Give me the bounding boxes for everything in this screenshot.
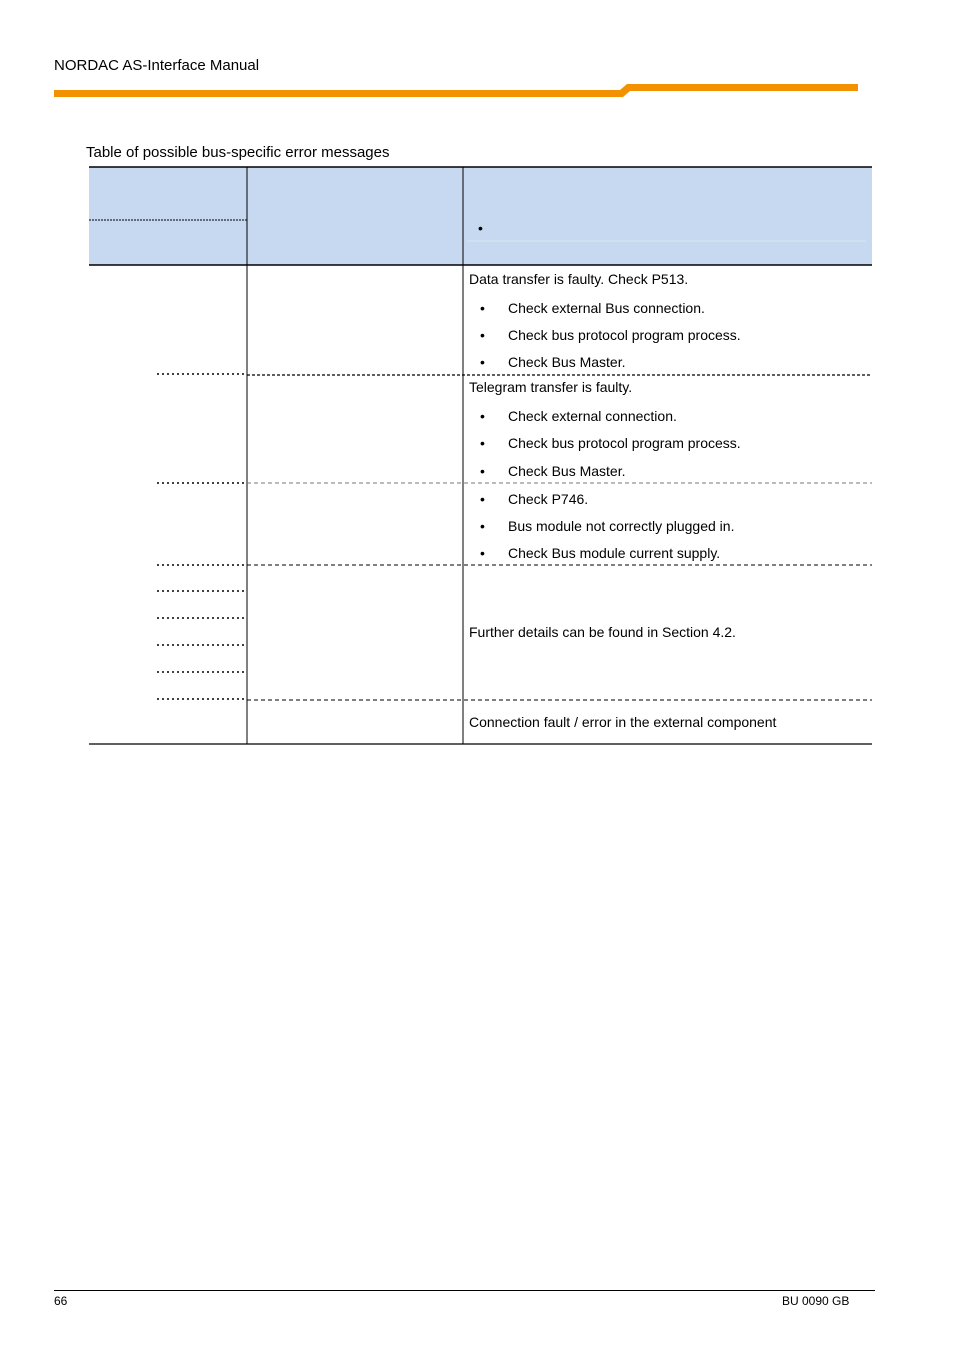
row1-intro: Data transfer is faulty. Check P513. [469,271,689,287]
row2-intro: Telegram transfer is faulty. [469,379,633,395]
row2-bullet-1: • [480,408,485,424]
row2-item-1: Check external connection. [508,408,677,424]
row1-bullet-2: • [480,327,485,343]
row3-item-3: Check Bus module current supply. [508,545,721,561]
document-code: BU 0090 GB [782,1294,850,1308]
row3-item-2: Bus module not correctly plugged in. [508,518,735,534]
running-header-title: NORDAC AS-Interface Manual [54,57,260,74]
row3-item-1: Check P746. [508,491,589,507]
row1-item-3: Check Bus Master. [508,354,626,370]
row2-item-2: Check bus protocol program process. [508,435,741,451]
row3-bullet-1: • [480,491,485,507]
row1-item-1: Check external Bus connection. [508,300,705,316]
table-header-background [89,167,872,265]
row5-text: Connection fault / error in the external component [469,714,777,730]
row2-item-3: Check Bus Master. [508,463,626,479]
row2-bullet-2: • [480,435,485,451]
row1-bullet-1: • [480,300,485,316]
row3-bullet-3: • [480,545,485,561]
row1-bullet-3: • [480,354,485,370]
row3-bullet-2: • [480,518,485,534]
header-bullet: • [478,220,483,236]
page-number: 66 [54,1294,68,1308]
row4-text: Further details can be found in Section 4.2. [469,624,736,640]
footer-rule [54,1290,875,1291]
row1-item-2: Check bus protocol program process. [508,327,741,343]
row2-bullet-3: • [480,463,485,479]
table-caption: Table of possible bus-specific error messages [86,144,390,161]
